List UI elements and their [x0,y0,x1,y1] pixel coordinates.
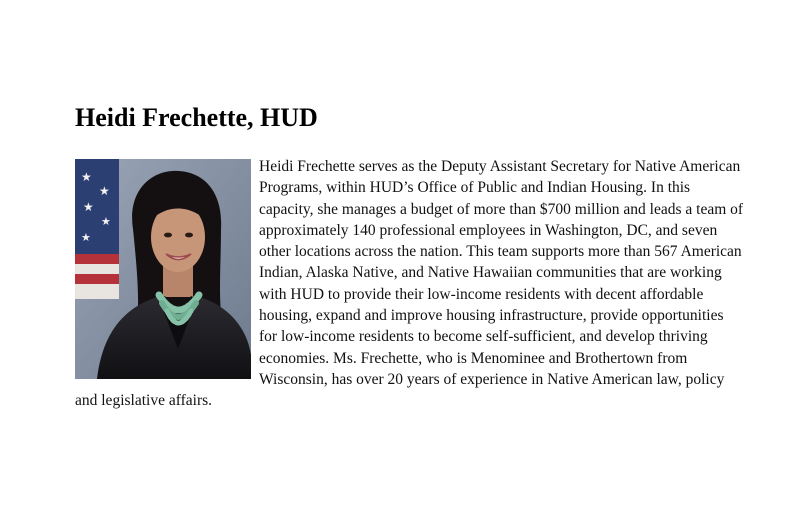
portrait-illustration [75,159,251,379]
bio-paragraph [75,156,745,412]
svg-text:★: ★ [101,215,111,228]
bio-text: Heidi Frechette serves as the Deputy Assistant Secretary for Native American Programs, within HUD’s Office of Public and Indian Housing. In this capacity, she manages a budget of more than $700 million and leads a team of approximately 140 professional employees in Washington, DC, and seven other locations across the nation. This team supports more than 567 American Indian, Alaska Native, and Native Hawaiian communities that are working with HUD to provide their low-income residents with decent affordable housing, expand and improve housing infrastructure, provide opportunities for low-income residents to become self-sufficient, and develop thriving economies. Ms. Frechette, who is Menominee and Brothertown from Wisconsin, has over 20 years of experience in Native American law, policy and legislative affairs. [75,158,744,410]
portrait-photo [75,159,251,379]
flag [75,159,119,299]
svg-text:★: ★ [99,184,110,198]
page-title: Heidi Frechette, HUD [75,103,318,132]
svg-text:★: ★ [83,200,94,214]
svg-text:★: ★ [81,231,91,244]
svg-text:★: ★ [81,170,92,184]
